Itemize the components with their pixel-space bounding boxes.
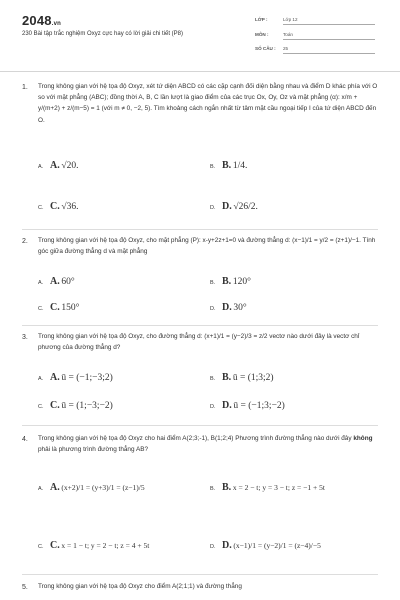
option-d[interactable]: D. D. 30° — [210, 302, 247, 313]
question-divider — [22, 229, 378, 230]
option-value: 60° — [61, 277, 75, 287]
option-value: √26/2. — [233, 202, 258, 212]
question-number: 5. — [22, 584, 28, 591]
question-number: 2. — [22, 238, 28, 245]
option-a[interactable]: A. A. 60° — [38, 276, 75, 287]
option-value: ū = (1;3;2) — [232, 373, 274, 383]
option-value: 30° — [233, 303, 247, 313]
option-value: (x+2)/1 = (y+3)/1 = (z−1)/5 — [61, 483, 145, 492]
question-divider — [22, 574, 378, 575]
option-c[interactable]: C. C. ū = (1;−3;−2) — [38, 400, 113, 411]
question-text: Trong không gian với hệ tọa độ Oxyz, cho đường thẳng d: (x+1)/1 = (y−2)/3 = z/2 vectơ nào dưới đây là vectơ chỉ phương của đường thẳng d? — [38, 333, 360, 352]
question-text: Trong không gian với hệ tọa độ Oxyz cho hai điểm A(2;3;-1), B(1;2;4) Phương trình đường thẳng nào dưới đây không phải là phương trình đường thẳng AB? — [38, 435, 373, 454]
option-b[interactable]: B. B. ū = (1;3;2) — [210, 372, 274, 383]
option-value: ū = (−1;3;−2) — [233, 401, 285, 411]
option-b[interactable]: B. B. 1/4. — [210, 160, 248, 171]
question-text: Trong không gian với hệ tọa độ Oxyz, cho mặt phẳng (P): x-y+2z+1=0 và đường thẳng d: (x−1)/1 = y/2 = (z+1)/−1. Tính góc giữa đường thẳng d và mặt phẳng — [38, 237, 376, 256]
option-value: x = 1 − t; y = 2 − t; z = 4 + 5t — [61, 541, 150, 550]
option-value: √20. — [61, 161, 79, 171]
question-number: 3. — [22, 334, 28, 341]
question-text: Trong không gian với hệ tọa độ Oxyz, xét tứ diện ABCD có các cặp cạnh đối diện bằng nhau và điểm D khác phía với O so với mặt phẳng (ABC); đồng thời A, B, C lần lượt là giao điểm của các trục Ox, Oy, Oz và mặt phẳng (α): x/m + y/(m+2) + z/(m−5) = 1 (với m ≠ 0, −2, 5). Tìm khoảng cách ngắn nhất từ tâm mặt cầu ngoại tiếp I của tứ diện ABCD đến O. — [38, 83, 378, 124]
question-divider — [22, 425, 378, 426]
option-c[interactable]: C. C. √36. — [38, 201, 79, 212]
option-c[interactable]: C. C. x = 1 − t; y = 2 − t; z = 4 + 5t — [38, 540, 150, 551]
option-b[interactable]: B. B. x = 2 − t; y = 3 − t; z = −1 + 5t — [210, 482, 325, 493]
question-divider — [22, 325, 378, 326]
option-value: 120° — [232, 277, 251, 287]
option-a[interactable]: A. A. (x+2)/1 = (y+3)/1 = (z−1)/5 — [38, 482, 145, 493]
option-value: 1/4. — [232, 161, 248, 171]
option-a[interactable]: A. A. √20. — [38, 160, 79, 171]
option-value: √36. — [61, 202, 79, 212]
question-number: 4. — [22, 436, 28, 443]
option-value: x = 2 − t; y = 3 − t; z = −1 + 5t — [232, 483, 325, 492]
option-b[interactable]: B. B. 120° — [210, 276, 251, 287]
option-a[interactable]: A. A. ū = (−1;−3;2) — [38, 372, 113, 383]
option-d[interactable]: D. D. (x−1)/1 = (y−2)/1 = (z−4)/−5 — [210, 540, 321, 551]
option-value: (x−1)/1 = (y−2)/1 = (z−4)/−5 — [233, 541, 321, 550]
document-title: 230 Bài tập trắc nghiệm Oxyz cực hay có lời giải chi tiết (P8) — [22, 31, 184, 37]
option-value: ū = (1;−3;−2) — [61, 401, 113, 411]
site-logo[interactable]: 2048.vn — [22, 13, 62, 28]
option-c[interactable]: C. C. 150° — [38, 302, 80, 313]
option-d[interactable]: D. D. ū = (−1;3;−2) — [210, 400, 285, 411]
option-value: 150° — [61, 303, 80, 313]
option-value: ū = (−1;−3;2) — [61, 373, 113, 383]
question-number: 1. — [22, 84, 28, 91]
header-divider — [0, 71, 400, 72]
question-text: Trong không gian với hệ tọa độ Oxyz cho điểm A(2;1;1) và đường thẳng — [38, 583, 242, 590]
page-header: 2048.vn 230 Bài tập trắc nghiệm Oxyz cực hay có lời giải chi tiết (P8) LỚP : Lớp 12 MÔN : Toán SỐ CÂU : 25 — [0, 0, 400, 76]
option-d[interactable]: D. D. √26/2. — [210, 201, 258, 212]
